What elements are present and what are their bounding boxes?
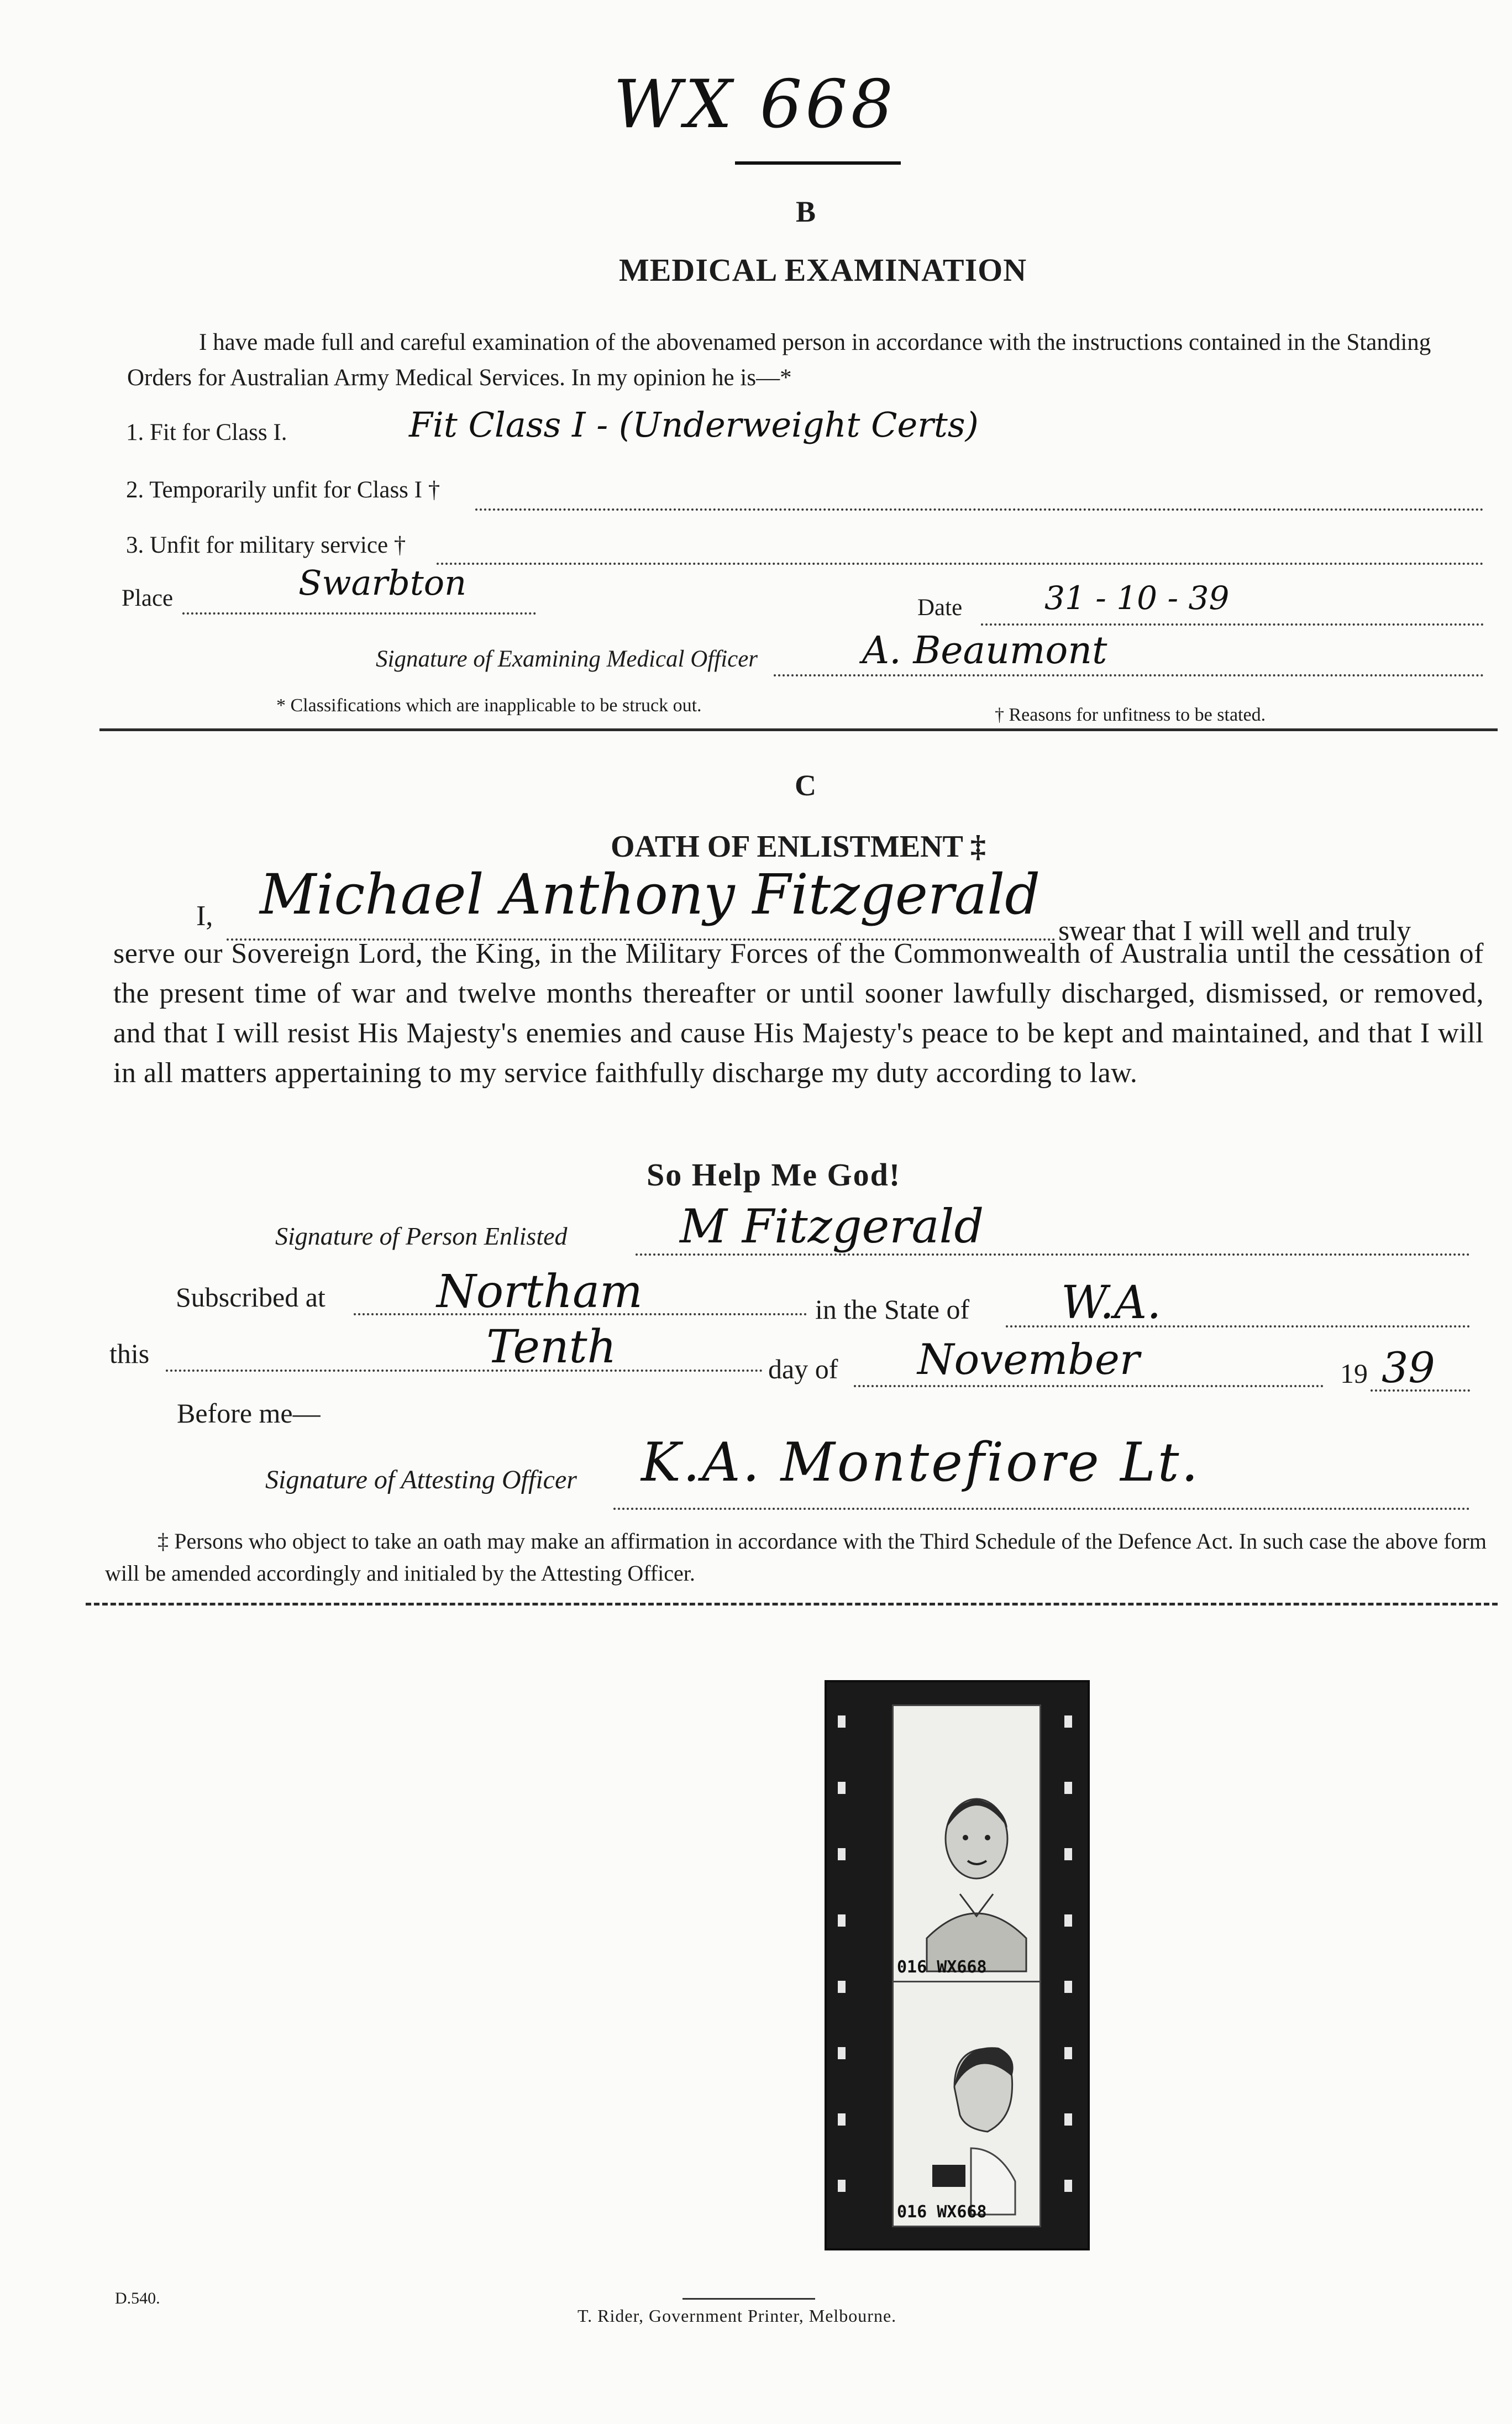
enlistee-name: Michael Anthony Fitzgerald: [260, 862, 1041, 927]
year-value: 39: [1382, 1343, 1435, 1392]
medical-officer-sig-label: Signature of Examining Medical Officer: [376, 646, 758, 672]
temp-unfit-label: 2. Temporarily unfit for Class I †: [126, 477, 440, 503]
state-value: W.A.: [1061, 1277, 1162, 1329]
state-label: in the State of: [815, 1294, 970, 1325]
unfit-line: [437, 563, 1484, 565]
portrait-photo-profile: [892, 1981, 1041, 2227]
portrait-profile-image: [894, 1982, 1040, 2226]
day-of-value: November: [917, 1335, 1140, 1384]
medical-officer-signature: A. Beaumont: [862, 629, 1107, 673]
service-number: WX 668: [613, 66, 896, 143]
medical-intro-text: I have made full and careful examination of the abovenamed person in accordance with the instructions contained in the Standing Orders for Australian Army Medical Services. In my opinion he is—*: [127, 329, 1431, 391]
form-code: D.540.: [115, 2289, 160, 2307]
day-of-label: day of: [768, 1353, 838, 1384]
fit-class-label: 1. Fit for Class I.: [126, 419, 287, 445]
attesting-signature: K.A. Montefiore Lt.: [641, 1431, 1200, 1493]
this-label: this: [109, 1338, 150, 1369]
medical-examination-title: MEDICAL EXAMINATION: [619, 252, 1027, 288]
before-me: Before me—: [177, 1398, 321, 1429]
attesting-sig-label: Signature of Attesting Officer: [265, 1465, 577, 1494]
unfitness-note: † Reasons for unfitness to be stated.: [995, 705, 1266, 725]
temp-unfit-line: [475, 508, 1484, 511]
subscribed-at-label: Subscribed at: [176, 1282, 326, 1313]
enlisted-signature: M Fitzgerald: [680, 1199, 984, 1253]
so-help-me-god: So Help Me God!: [647, 1157, 901, 1193]
date-line: [981, 623, 1484, 626]
section-b-divider: [99, 728, 1498, 731]
oath-text: serve our Sovereign Lord, the King, in the Military Forces of the Commonwealth of Australia until the cessation of the present time of war and twelve months thereafter or until sooner lawfully discharged, dismissed, or removed, and that I will resist His Majesty's enemies and cause His Majesty's peace to be kept and maintained, and that I will in all matters appertaining to my service faithfully discharge my duty according to law.: [113, 938, 1484, 1089]
place-label: Place: [122, 585, 174, 611]
oath-pronoun: I,: [196, 900, 213, 932]
oath-footnote: ‡ Persons who object to take an oath may make an affirmation in accordance with the Third Schedule of the Defence Act. In such case the above form will be amended accordingly and initialed by the Attesting Officer.: [105, 1529, 1487, 1586]
unfit-label: 3. Unfit for military service †: [126, 532, 406, 558]
medical-officer-sig-line: [774, 674, 1484, 676]
portrait-photo-front: [892, 1704, 1041, 1984]
year-prefix: 19: [1340, 1358, 1368, 1389]
section-c-divider: [86, 1603, 1498, 1605]
enlisted-sig-line: [636, 1253, 1470, 1256]
attesting-sig-line: [613, 1508, 1470, 1510]
photo-film-strip: [825, 1680, 1090, 2250]
service-number-underline: [735, 161, 901, 165]
section-b-letter: B: [796, 195, 816, 228]
date-label: Date: [917, 595, 963, 621]
photo-profile-id: 016 WX668: [897, 2202, 987, 2222]
this-line: [166, 1370, 763, 1372]
portrait-front-image: [894, 1706, 1040, 1982]
enlisted-sig-label: Signature of Person Enlisted: [275, 1222, 568, 1250]
section-c-letter: C: [795, 769, 816, 802]
day-of-line: [854, 1385, 1324, 1387]
date-value: 31 - 10 - 39: [1044, 579, 1230, 617]
printer-rule: [683, 2298, 815, 2300]
place-value: Swarbton: [298, 563, 467, 603]
place-line: [182, 612, 536, 615]
oath-title: OATH OF ENLISTMENT ‡: [611, 830, 986, 864]
subscribed-at-value: Northam: [437, 1266, 643, 1318]
classification-note: * Classifications which are inapplicable to be struck out.: [276, 695, 702, 716]
photo-front-id: 016 WX668: [897, 1958, 987, 1977]
this-value: Tenth: [486, 1321, 617, 1373]
fit-class-value: Fit Class I - (Underweight Certs): [409, 405, 979, 445]
printer-credit: T. Rider, Government Printer, Melbourne.: [578, 2306, 897, 2326]
oath-line1-end: swear that I will well and truly: [1058, 915, 1411, 947]
